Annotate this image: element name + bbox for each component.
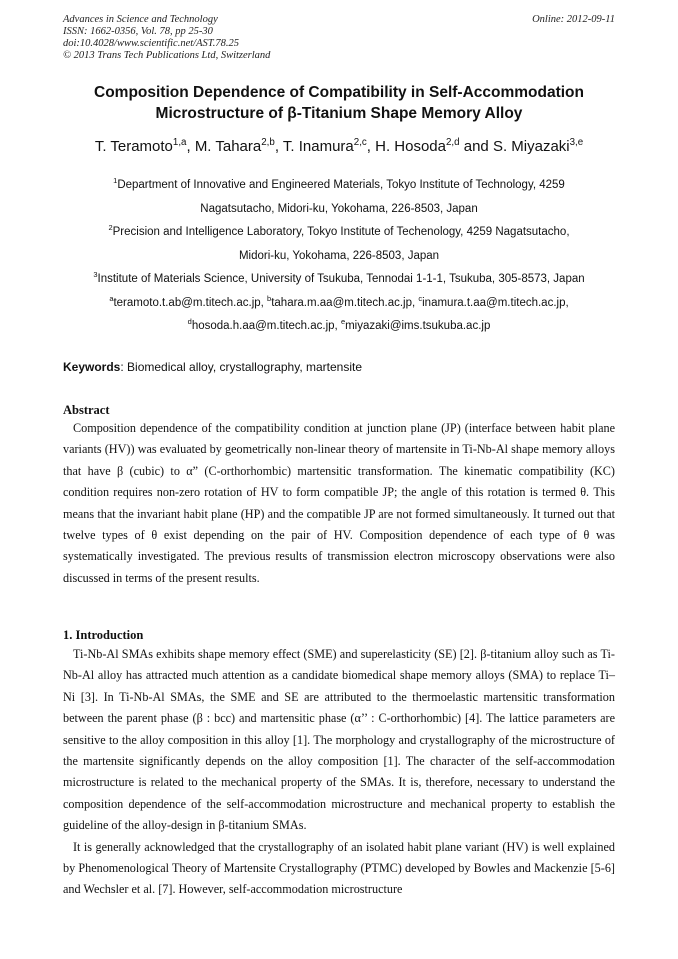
affiliation-sup: 1: [113, 176, 118, 186]
email-line-1: [63, 292, 615, 316]
author-name: T. Inamura: [282, 138, 354, 155]
affiliation-2-line-2: Midori-ku, Yokohama, 226-8503, Japan: [238, 249, 440, 262]
author: [493, 138, 583, 155]
affiliation-text: Institute of Materials Science, University of Tsukuba, Tennodai 1-1-1, Tsukuba, 305-8573, Japan: [97, 273, 585, 285]
email-sup: a: [109, 293, 114, 303]
author: [375, 138, 493, 155]
online-date: Online: 2012-09-11: [532, 14, 615, 25]
author-list: [63, 137, 615, 157]
author: [283, 138, 375, 155]
author-sup: 3,e: [569, 137, 584, 148]
keywords: [63, 359, 615, 375]
affiliation-1-line-1: [63, 174, 615, 198]
author-sup: 1,a: [172, 137, 187, 148]
affiliation-3: [63, 268, 615, 292]
issn-line: ISSN: 1662-0356, Vol. 78, pp 25-30: [63, 26, 213, 37]
email-e: miyazaki@ims.tsukuba.ac.jp: [345, 320, 491, 332]
author-sep: ,: [274, 138, 283, 155]
affiliations: [63, 174, 615, 339]
abstract-body: [63, 418, 615, 589]
email-a: teramoto.t.ab@m.titech.ac.jp,: [113, 296, 268, 309]
email-sup: d: [187, 317, 192, 327]
author-sup: 2,b: [261, 137, 275, 148]
author: [195, 138, 283, 155]
journal-name: Advances in Science and Technology: [63, 14, 218, 25]
abstract-paragraph: Composition dependence of the compatibility condition at junction plane (JP) (interface between habit plane variants (HV)) was evaluated by geometrically non-linear theory of martensite in Ti-Nb-Al shape memory alloys that have β (cubic) to α” (C-orthorhombic) martensitic transformation. The kinematic compatibility (KC) condition requires non-zero rotation of HV to form compatible JP; the angle of this rotation is termed θ. This means that the invariant habit plane (HP) and the compatible JP are not formed simultaneously. It turned out that twelve types of θ exist depending on the pair of HV. Composition dependence of each type of θ was systematically investigated. The previous results of transmission electron microscopy observations were also discussed in terms of the present results.: [63, 421, 615, 585]
author: [95, 138, 195, 155]
title-line-2: Microstructure of β-Titanium Shape Memory Alloy: [155, 105, 523, 122]
author-sup: 2,d: [446, 137, 460, 148]
email-sup: b: [267, 293, 272, 303]
introduction-body: [63, 644, 615, 901]
author-name: M. Tahara: [194, 138, 262, 155]
keywords-text: : Biomedical alloy, crystallography, martensite: [120, 360, 363, 374]
title-line-1: Composition Dependence of Compatibility in Self-Accommodation: [94, 84, 584, 101]
author-sup: 2,c: [353, 137, 367, 148]
email-sup: e: [340, 317, 346, 327]
email-c: inamura.t.aa@m.titech.ac.jp,: [422, 296, 569, 309]
introduction-paragraph-2: It is generally acknowledged that the crystallography of an isolated habit plane variant (HV) is well explained by Phenomenological Theory of Martensite Crystallography (PTMC) developed by Bowles and Mackenzie [5-6] and Wechsler et al. [7]. However, self-accommodation microstructure: [63, 839, 615, 897]
introduction-heading: 1. Introduction: [63, 628, 144, 642]
author-name: T. Teramoto: [94, 138, 173, 155]
introduction-paragraph-1: Ti-Nb-Al SMAs exhibits shape memory effect (SME) and superelasticity (SE) [2]. β-titanium alloy such as Ti-Nb-Al alloy has attracted much attention as a candidate biomedical shape memory alloys (SMA) to replace Ti–Ni [3]. In Ti-Nb-Al SMAs, the SME and SE are attributed to the thermoelastic martensitic transformation between the parent phase (β : bcc) and martensitic phase (α’’ : C-orthorhombic) [4]. The lattice parameters are sensitive to the alloy composition in this alloy [1]. The morphology and crystallography of the microstructure of the martensite significantly depends on the alloy composition [1]. The character of the self-accommodation microstructure is related to the mechanical property of the SMAs. It is, therefore, necessary to understand the composition dependence of the self-accommodation microstructure and mechanical property to establish the guideline of the alloy-design in β-titanium SMAs.: [63, 647, 615, 833]
journal-header: [63, 14, 615, 62]
keywords-label: Keywords: [63, 360, 121, 374]
copyright-line: © 2013 Trans Tech Publications Ltd, Switzerland: [63, 50, 271, 61]
affiliation-text: Department of Innovative and Engineered Materials, Tokyo Institute of Technology, 4259: [117, 179, 565, 191]
affiliation-2-line-1: [63, 221, 615, 245]
author-sep: and: [459, 138, 493, 155]
abstract-heading: Abstract: [63, 403, 110, 417]
email-b: tahara.m.aa@m.titech.ac.jp,: [271, 296, 419, 309]
doi-line: doi:10.4028/www.scientific.net/AST.78.25: [63, 38, 240, 49]
paper-title: [63, 82, 615, 124]
affiliation-sup: 2: [108, 223, 113, 233]
email-line-2: [63, 315, 615, 339]
email-d: hosoda.h.aa@m.titech.ac.jp,: [191, 320, 341, 332]
author-name: H. Hosoda: [375, 138, 446, 155]
author-sep: ,: [366, 138, 376, 155]
author-sep: ,: [186, 138, 195, 155]
email-sup: c: [418, 293, 423, 303]
affiliation-sup: 3: [93, 270, 98, 280]
affiliation-text: Precision and Intelligence Laboratory, Tokyo Institute of Techenology, 4259 Nagatsutacho,: [112, 226, 570, 238]
author-name: S. Miyazaki: [492, 138, 570, 155]
affiliation-1-line-2: Nagatsutacho, Midori-ku, Yokohama, 226-8503, Japan: [200, 202, 478, 215]
